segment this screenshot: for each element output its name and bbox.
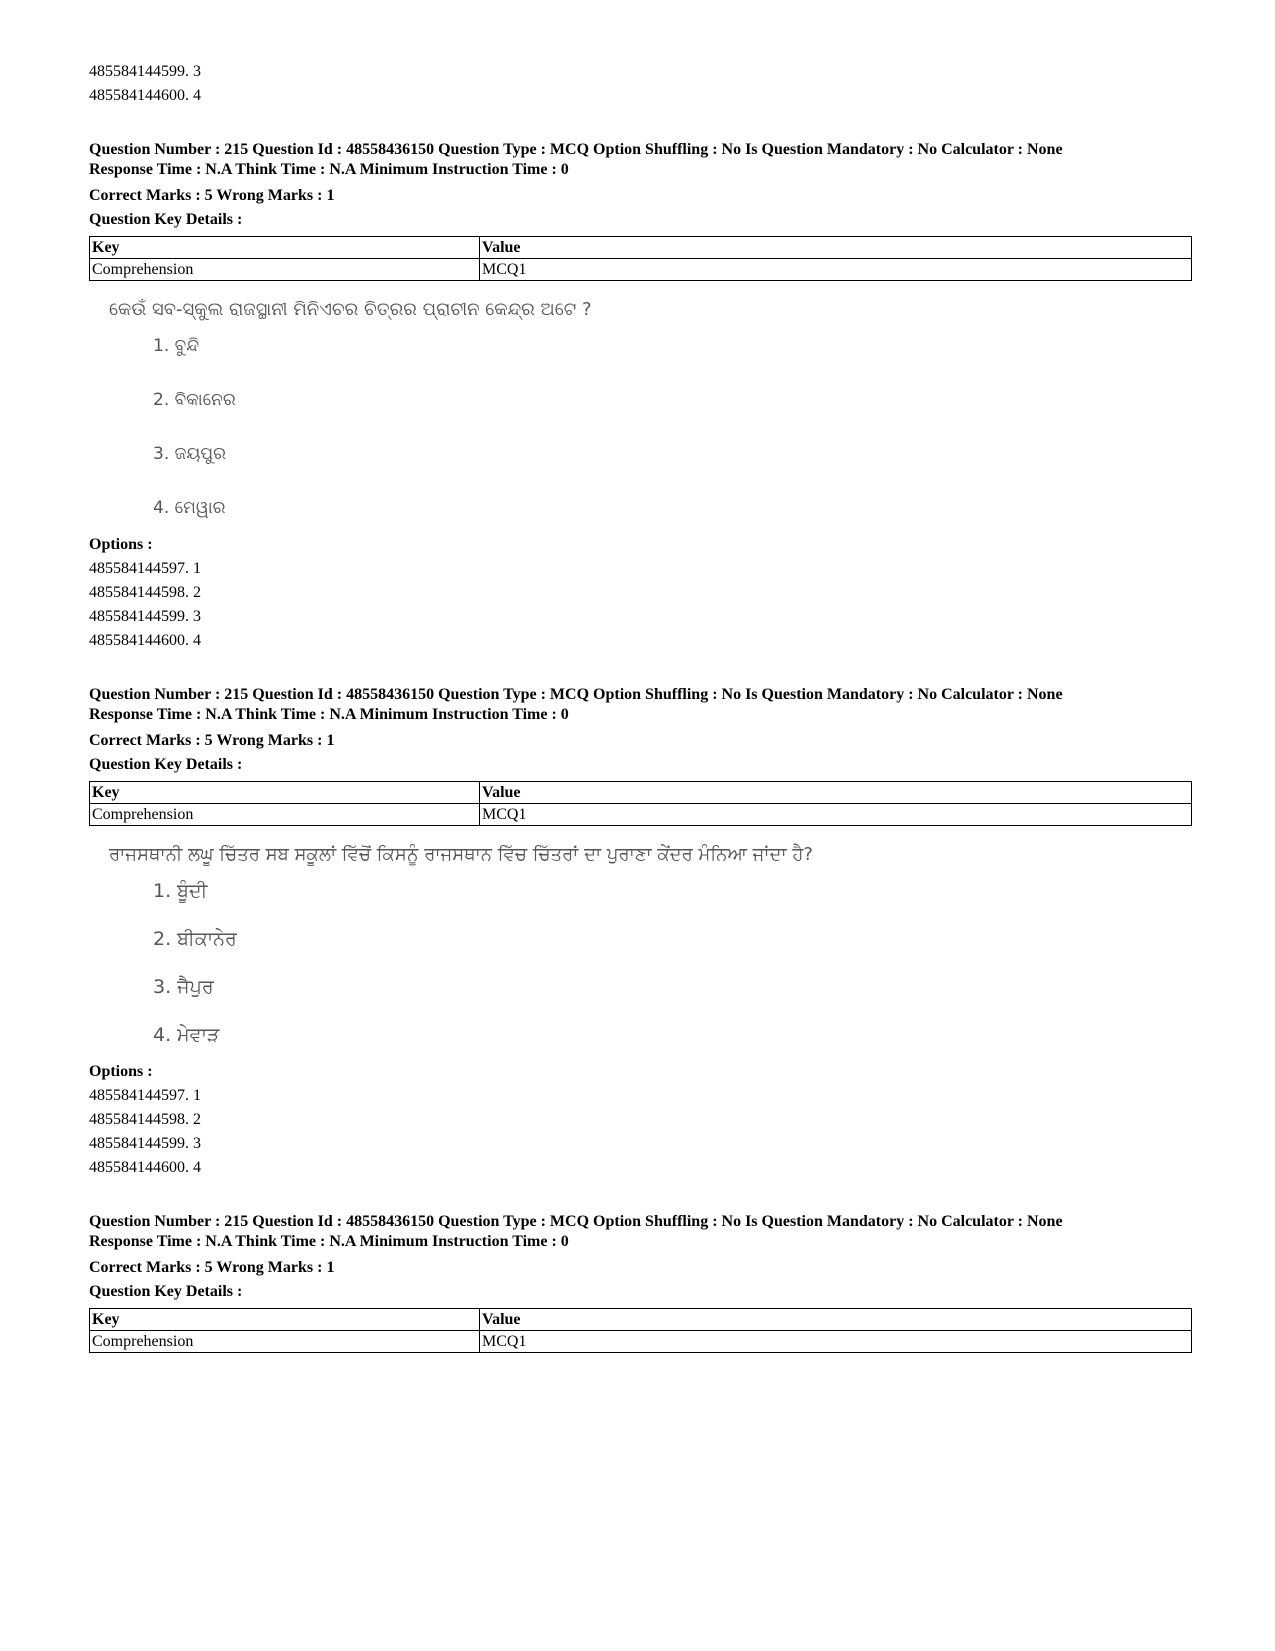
table-row (90, 1331, 1192, 1353)
question-block-odia (89, 140, 1192, 653)
table-header-row (90, 1309, 1192, 1331)
document-page (89, 60, 1192, 1367)
table-cell-value: MCQ1 (480, 1331, 1192, 1353)
marks-line: Correct Marks : 5 Wrong Marks : 1 (89, 187, 335, 204)
marks-line: Correct Marks : 5 Wrong Marks : 1 (89, 1259, 335, 1276)
table-header-key: Key (90, 1309, 480, 1331)
table-header-key: Key (90, 782, 480, 804)
table-cell-key: Comprehension (90, 259, 480, 281)
question-header-line2: Response Time : N.A Think Time : N.A Minimum Instruction Time : 0 (89, 161, 569, 178)
question-header-line1: Question Number : 215 Question Id : 48558436150 Question Type : MCQ Option Shuffling : No Is Question Mandatory : No Calculator : None (89, 686, 1063, 703)
question-option: 1. ਬੂੰਦੀ (153, 880, 208, 902)
marks-line: Correct Marks : 5 Wrong Marks : 1 (89, 732, 335, 749)
key-details-table (89, 1308, 1192, 1353)
question-option: 4. ମେୱାର (153, 498, 226, 518)
option-line: 485584144599. 3 (89, 1135, 201, 1152)
option-line: 485584144599. 3 (89, 608, 201, 625)
table-cell-key: Comprehension (90, 1331, 480, 1353)
question-header-line1: Question Number : 215 Question Id : 48558436150 Question Type : MCQ Option Shuffling : No Is Question Mandatory : No Calculator : None (89, 1213, 1063, 1230)
table-cell-value: MCQ1 (480, 259, 1192, 281)
key-details-label: Question Key Details : (89, 1283, 243, 1300)
table-cell-key: Comprehension (90, 804, 480, 826)
option-line: 485584144598. 2 (89, 584, 201, 601)
question-header (89, 140, 1192, 180)
question-block-next (89, 1212, 1192, 1353)
previous-options (89, 60, 1192, 108)
question-header-line2: Response Time : N.A Think Time : N.A Minimum Instruction Time : 0 (89, 1233, 569, 1250)
table-header-row (90, 237, 1192, 259)
question-block-punjabi (89, 685, 1192, 1180)
question-option: 2. ਬੀਕਾਨੇਰ (153, 928, 237, 950)
question-header-line1: Question Number : 215 Question Id : 48558436150 Question Type : MCQ Option Shuffling : No Is Question Mandatory : No Calculator : None (89, 141, 1063, 158)
table-cell-value: MCQ1 (480, 804, 1192, 826)
table-header-value: Value (480, 237, 1192, 259)
question-text: କେଉଁ ସବ-ସ୍କୁଲ ରାଜସ୍ଥାନୀ ମିନିଏଚର ଚିତ୍ରର ପ୍ରାଚୀନ କେନ୍ଦ୍ର ଅଟେ ? (109, 299, 592, 320)
question-option: 1. ବୁନ୍ଦି (153, 336, 200, 356)
option-line: 485584144597. 1 (89, 560, 201, 577)
question-text: ਰਾਜਸਥਾਨੀ ਲਘੂ ਚਿੱਤਰ ਸਬ ਸਕੂਲਾਂ ਵਿੱਚੋਂ ਕਿਸਨੂੰ ਰਾਜਸਥਾਨ ਵਿੱਚ ਚਿੱਤਰਾਂ ਦਾ ਪੁਰਾਣਾ ਕੇਂਦਰ ਮੰਨਿਆ ਜਾਂਦਾ ਹੈ? (109, 844, 813, 865)
options-label: Options : (89, 1063, 153, 1080)
option-line: 485584144599. 3 (89, 63, 201, 80)
question-header-line2: Response Time : N.A Think Time : N.A Minimum Instruction Time : 0 (89, 706, 569, 723)
table-row (90, 259, 1192, 281)
table-header-value: Value (480, 782, 1192, 804)
question-header (89, 685, 1192, 725)
question-option: 4. ਮੇਵਾੜ (153, 1024, 220, 1046)
key-details-table (89, 236, 1192, 281)
option-line: 485584144598. 2 (89, 1111, 201, 1128)
table-header-value: Value (480, 1309, 1192, 1331)
options-label: Options : (89, 536, 153, 553)
option-line: 485584144600. 4 (89, 87, 201, 104)
key-details-label: Question Key Details : (89, 211, 243, 228)
key-details-label: Question Key Details : (89, 756, 243, 773)
question-option: 3. ਜੈਪੁਰ (153, 976, 214, 998)
question-option: 3. ଜୟପୁର (153, 444, 226, 464)
option-line: 485584144600. 4 (89, 632, 201, 649)
option-line: 485584144597. 1 (89, 1087, 201, 1104)
table-header-row (90, 782, 1192, 804)
key-details-table (89, 781, 1192, 826)
table-row (90, 804, 1192, 826)
table-header-key: Key (90, 237, 480, 259)
question-option: 2. ବିକାନେର (153, 390, 236, 410)
question-image (89, 295, 1192, 529)
option-line: 485584144600. 4 (89, 1159, 201, 1176)
question-image (89, 840, 1192, 1056)
question-header (89, 1212, 1192, 1252)
